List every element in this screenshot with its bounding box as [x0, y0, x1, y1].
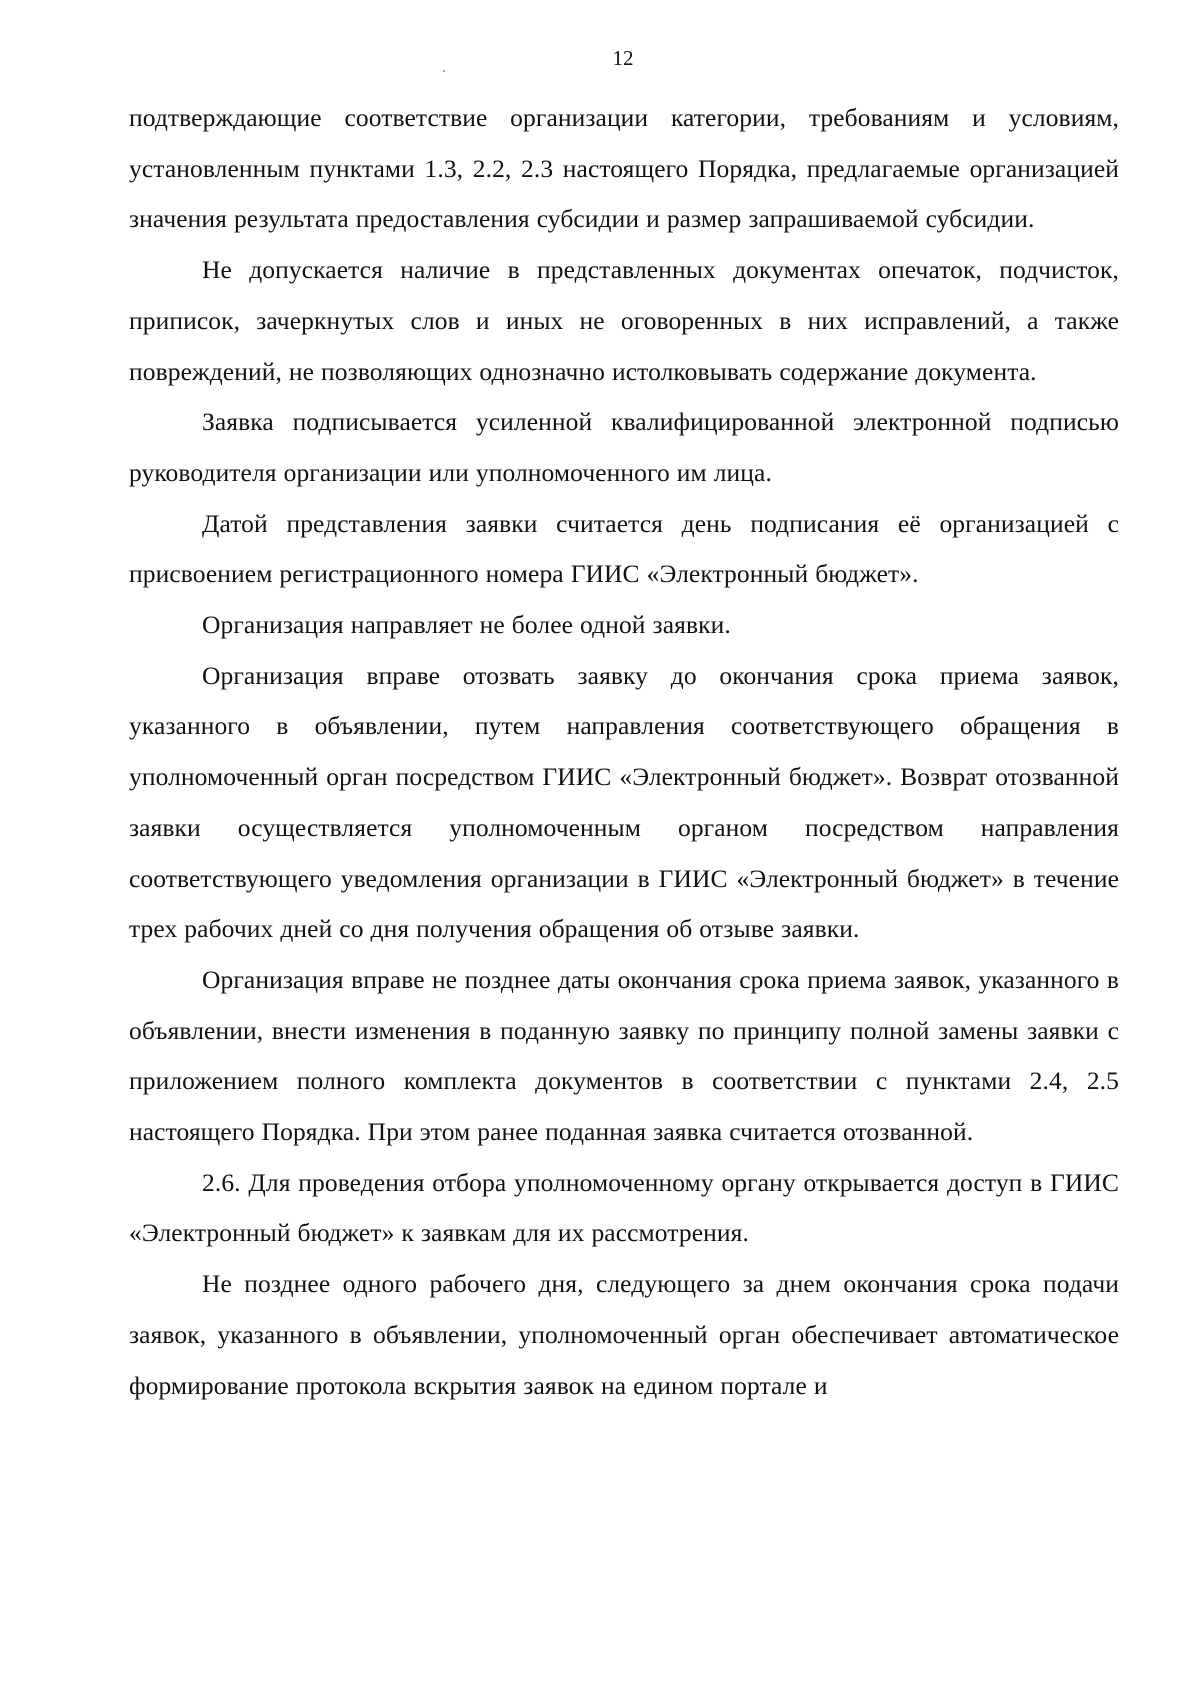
paragraph-4: Датой представления заявки считается день подписания её организацией с присвоением регистрационного номера ГИИС «Электронный бюджет». — [129, 508, 1119, 589]
paragraph-9: Не позднее одного рабочего дня, следующего за днем окончания срока подачи заявок, указанного в объявлении, уполномоченный орган обеспечивает автоматическое формирование протокола вскрытия заявок на едином портале и — [129, 1269, 1119, 1400]
paragraph-5: Организация направляет не более одной заявки. — [202, 610, 731, 640]
paragraph-1: подтверждающие соответствие организации категории, требованиям и условиям, установленным пунктами 1.3, 2.2, 2.3 настоящего Порядка, предлагаемые организацией значения результата предоставления субсидии и размер запрашиваемой субсидии. — [129, 103, 1119, 234]
paragraph-2: Не допускается наличие в представленных документах опечаток, подчисток, приписок, зачеркнутых слов и иных не оговоренных в них исправлений, а также повреждений, не позволяющих однозначно истолковывать содержание документа. — [129, 255, 1119, 386]
scan-speck — [443, 70, 445, 72]
document-body — [129, 93, 1119, 1411]
paragraph-6: Организация вправе отозвать заявку до окончания срока приема заявок, указанного в объявлении, путем направления соответствующего обращения в уполномоченный орган посредством ГИИС «Электронный бюджет». Возврат отозванной заявки осуществляется уполномоченным органом посредством направления соответствующего уведомления организации в ГИИС «Электронный бюджет» в течение трех рабочих дней со дня получения обращения об отзыве заявки. — [129, 660, 1119, 944]
paragraph-3: Заявка подписывается усиленной квалифицированной электронной подписью руководителя организации или уполномоченного им лица. — [129, 407, 1119, 487]
paragraph-7: Организация вправе не позднее даты окончания срока приема заявок, указанного в объявлении, внести изменения в поданную заявку по принципу полной замены заявки с приложением полного комплекта документов в соответствии с пунктами 2.4, 2.5 настоящего Порядка. При этом ранее поданная заявка считается отозванной. — [129, 964, 1119, 1147]
paragraph-8: 2.6. Для проведения отбора уполномоченному органу открывается доступ в ГИИС «Электронный бюджет» к заявкам для их рассмотрения. — [129, 1167, 1119, 1248]
page-number: 12 — [612, 46, 634, 70]
